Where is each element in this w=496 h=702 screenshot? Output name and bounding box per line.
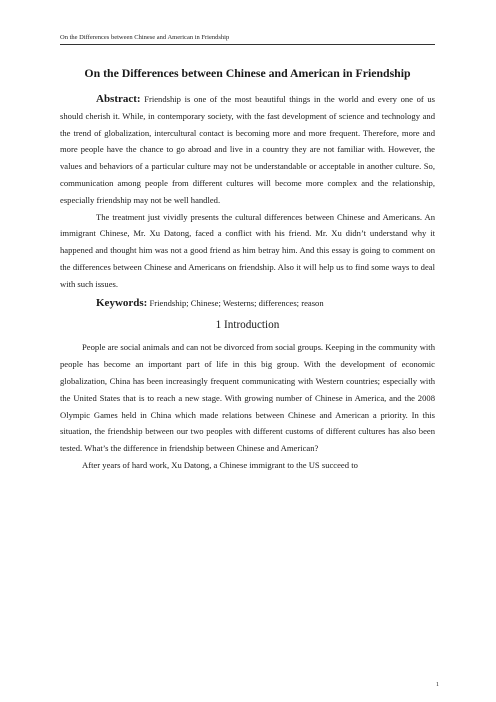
section-heading-introduction: 1 Introduction bbox=[215, 319, 280, 332]
intro-paragraph-2: After years of hard work, Xu Datong, a Chinese immigrant to the US succeed to bbox=[82, 459, 358, 470]
header-divider bbox=[60, 44, 435, 45]
abstract-label: Abstract: bbox=[96, 93, 141, 105]
abstract-text: Friendship is one of the most beautiful things in the world and every one of us should cherish it. While, in contemporary society, with the fast development of science and technology and the trend of globalization, intercultural contact is becoming more and more frequent. Therefore, more and more people have the chance to go abroad and live in a country they are not familiar with. However, the values and behaviors of a particular culture may not be understandable or acceptable in another culture. So, communication among people from different cultures will become more complex and the relationship, especially friendship may not be well handled. bbox=[60, 94, 435, 205]
page-number: 1 bbox=[436, 682, 439, 688]
keywords-label: Keywords: bbox=[96, 296, 148, 309]
document-body bbox=[60, 65, 435, 474]
keywords-line bbox=[60, 295, 435, 312]
page-title: On the Differences between Chinese and American in Friendship bbox=[84, 66, 411, 80]
running-header: On the Differences between Chinese and American in Friendship bbox=[60, 34, 230, 41]
abstract-paragraph bbox=[60, 91, 435, 209]
abstract-paragraph-2: The treatment just vividly presents the cultural differences between Chinese and Americans. An immigrant Chinese, Mr. Xu Datong, faced a conflict with his friend. Mr. Xu didn’t understand why it happened and thought him was not a good friend as him betray him. And this essay is going to comment on the differences between Chinese and Americans on friendship. Also it will help us to find some ways to deal with such issues. bbox=[60, 211, 435, 289]
keywords-text: Friendship; Chinese; Westerns; differences; reason bbox=[149, 297, 324, 308]
intro-paragraph-1: People are social animals and can not be divorced from social groups. Keeping in the community with people has become an important part of life in this big group. With the development of economic globalization, China has been increasingly frequent communicating with Western countries; especially with the United States that is to reach a new stage. With growing number of Chinese in America, and the 2008 Olympic Games held in China which made relations between Chinese and American a priority. In this situation, the friendship between our two peoples with different customs of different cultures has also been tested. What’s the difference in friendship between Chinese and American? bbox=[60, 342, 435, 454]
